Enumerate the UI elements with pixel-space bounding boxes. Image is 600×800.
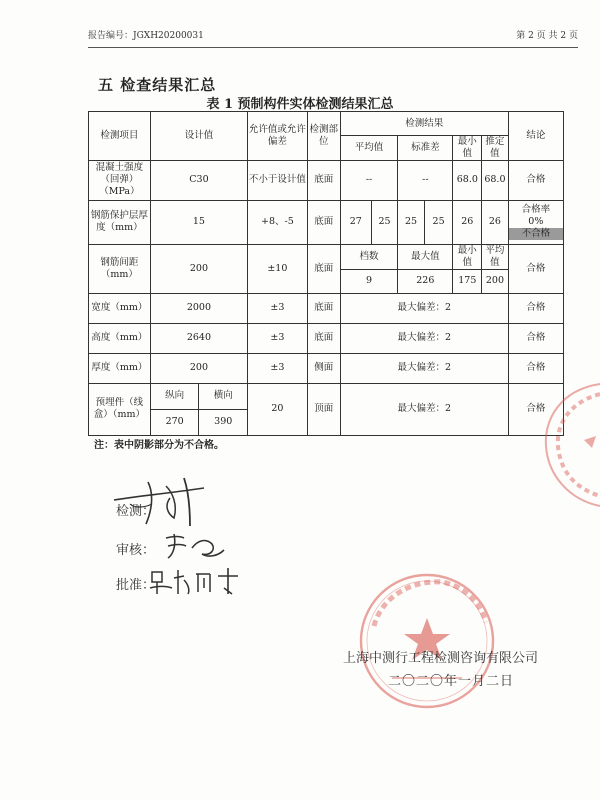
table-row: 钢筋保护层厚度（mm） 15 +8、-5 底面 27 25 25 25 26 26 合格率 0% 不合格: [89, 200, 564, 244]
cell-item: 厚度（mm）: [89, 353, 151, 383]
page-number: 第 2 页 共 2 页: [516, 31, 578, 41]
th-std: 标准差: [398, 136, 453, 161]
partial-seal-image: [540, 380, 600, 510]
fail-shaded-cell: 不合格: [509, 228, 563, 240]
cell-item: 混凝土强度（回弹）（MPa）: [89, 160, 151, 200]
section-title: 五 检查结果汇总: [98, 76, 217, 94]
th-tolerance: 允许值或允许偏差: [248, 112, 308, 161]
table-row: 混凝土强度（回弹）（MPa） C30 不小于设计值 底面 -- -- 68.0 68.0 合格: [89, 160, 564, 200]
cell-item: 钢筋保护层厚度（mm）: [89, 200, 151, 244]
th-item: 检测项目: [89, 112, 151, 161]
th-design: 设计值: [150, 112, 247, 161]
results-table: 检测项目 设计值 允许值或允许偏差 检测部位 检测结果 结论 平均值 标准差 最小值 推定值 混凝土强度（回弹）（MPa） C30 不小于设计值 底面 -- -- 68.0 68.0 合格 钢筋保护层厚度（mm） 15 +8、-5 底面 27 25 25 25 26 26 合格率 0% 不合格 钢筋间距（mm） 200 ±10 底面 档数 最大值 最小值 平均值 合格 9 226 175 200 宽度（mm） 2000 ±3 底面 最大偏差：2 合格 高度（mm） 2640 ±3 底面 最大偏差：2 合格 厚度（mm） 200 ±3 侧面 最大偏差：2 合格 预埋件（线盒）（mm） 纵向 横向 20 顶面 最大偏差：2 合格 270 390: [88, 111, 564, 436]
cover-conclusion: 合格率 0% 不合格: [508, 200, 563, 244]
table-row: 厚度（mm） 200 ±3 侧面 最大偏差：2 合格: [89, 353, 564, 383]
company-name: 上海中测行工程检测咨询有限公司: [343, 651, 539, 666]
report-number: 报告编号：JGXH20200031: [88, 31, 204, 41]
th-conclusion: 结论: [508, 112, 563, 161]
approver-signature-image: [148, 564, 244, 598]
page-header: [88, 28, 578, 48]
cell-item: 钢筋间距（mm）: [89, 244, 151, 293]
th-part: 检测部位: [307, 112, 340, 161]
approved-label: 批准：: [116, 578, 156, 593]
th-avg: 平均值: [340, 136, 397, 161]
cell-item: 高度（mm）: [89, 323, 151, 353]
table-title: 表 1 预制构件实体检测结果汇总: [206, 97, 394, 112]
th-est: 推定值: [482, 136, 509, 161]
cell-item: 宽度（mm）: [89, 293, 151, 323]
reviewer-signature-image: [162, 530, 232, 562]
tester-signature-image: [108, 474, 218, 530]
cell-item: 预埋件（线盒）（mm）: [89, 383, 151, 435]
table-note: 注：表中阴影部分为不合格。: [94, 440, 224, 451]
table-row: 高度（mm） 2640 ±3 底面 最大偏差：2 合格: [89, 323, 564, 353]
th-min: 最小值: [453, 136, 482, 161]
th-results: 检测结果: [340, 112, 508, 136]
table-row: 钢筋间距（mm） 200 ±10 底面 档数 最大值 最小值 平均值 合格: [89, 244, 564, 269]
report-date: 二〇二〇年一月二日: [388, 674, 515, 689]
table-row: 预埋件（线盒）（mm） 纵向 横向 20 顶面 最大偏差：2 合格: [89, 383, 564, 409]
company-seal-image: [352, 566, 502, 716]
tested-label: 检测：: [116, 504, 156, 519]
reviewed-label: 审核：: [116, 543, 156, 558]
table-row: 宽度（mm） 2000 ±3 底面 最大偏差：2 合格: [89, 293, 564, 323]
